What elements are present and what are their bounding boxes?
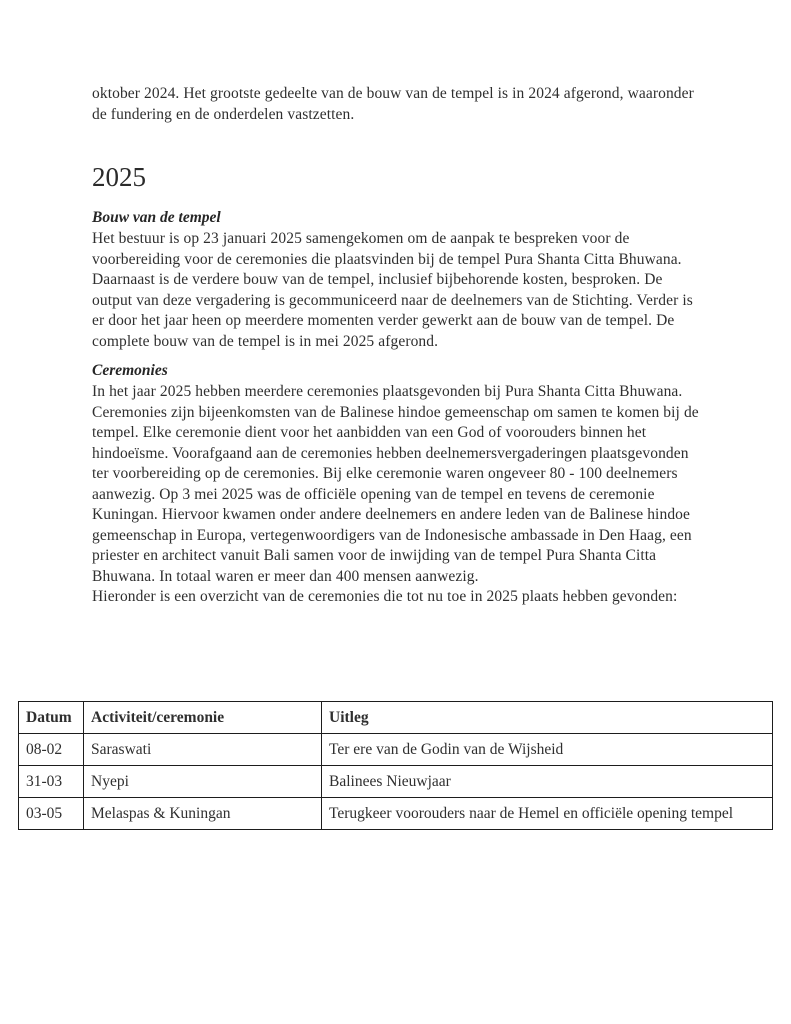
table-row [19, 766, 773, 798]
overview-note: Hieronder is een overzicht van de ceremonies die tot nu toe in 2025 plaats hebben gevonden: [92, 588, 678, 605]
table-cell-uitleg: Ter ere van de Godin van de Wijsheid [322, 734, 773, 766]
section-body-ceremonies: In het jaar 2025 hebben meerdere ceremonies plaatsgevonden bij Pura Shanta Citta Bhuwana. Ceremonies zijn bijeenkomsten van de Balinese hindoe gemeenschap om samen te komen bij de tempel. Elke ceremonie dient voor het aanbidden van een God of voorouders binnen het hindoeïsme. Voorafgaand aan de ceremonies hebben deelnemersvergaderingen plaatsgevonden ter voorbereiding op de ceremonies. Bij elke ceremonie waren ongeveer 80 - 100 deelnemers aanwezig. Op 3 mei 2025 was de officiële opening van de tempel en tevens de ceremonie Kuningan. Hiervoor kwamen onder andere deelnemers en andere leden van de Balinese hindoe gemeenschap in Europa, vertegenwoordigers van de Indonesische ambassade in Den Haag, een priester en architect vanuit Bali samen voor de inwijding van de tempel Pura Shanta Citta Bhuwana. In totaal waren er meer dan 400 mensen aanwezig. [92, 383, 699, 585]
table-row [19, 798, 773, 830]
table-cell-datum: 03-05 [19, 798, 84, 830]
section-bouw-van-de-tempel [92, 207, 706, 352]
year-heading: 2025 [92, 162, 146, 192]
table-row [19, 734, 773, 766]
text-column [92, 84, 706, 616]
table-cell-activiteit: Nyepi [84, 766, 322, 798]
table-cell-uitleg: Terugkeer voorouders naar de Hemel en officiële opening tempel [322, 798, 773, 830]
section-heading-ceremonies: Ceremonies [92, 362, 168, 379]
table-header-datum: Datum [19, 702, 84, 734]
section-heading-bouw: Bouw van de tempel [92, 209, 221, 226]
table-header-row [19, 702, 773, 734]
table-cell-uitleg: Balinees Nieuwjaar [322, 766, 773, 798]
intro-paragraph: oktober 2024. Het grootste gedeelte van de bouw van de tempel is in 2024 afgerond, waaronder de fundering en de onderdelen vastzetten. [92, 85, 694, 123]
table-header-uitleg: Uitleg [322, 702, 773, 734]
ceremonies-table [18, 701, 773, 830]
table-cell-datum: 31-03 [19, 766, 84, 798]
table-cell-datum: 08-02 [19, 734, 84, 766]
table-cell-activiteit: Melaspas & Kuningan [84, 798, 322, 830]
section-body-bouw: Het bestuur is op 23 januari 2025 samengekomen om de aanpak te bespreken voor de voorbereiding voor de ceremonies die plaatsvinden bij de tempel Pura Shanta Citta Bhuwana. Daarnaast is de verdere bouw van de tempel, inclusief bijbehorende kosten, besproken. De output van deze vergadering is gecommuniceerd naar de deelnemers van de Stichting. Verder is er door het jaar heen op meerdere momenten verder gewerkt aan de bouw van de tempel. De complete bouw van de tempel is in mei 2025 afgerond. [92, 230, 693, 350]
section-ceremonies [92, 360, 706, 608]
table-cell-activiteit: Saraswati [84, 734, 322, 766]
table-header-activiteit: Activiteit/ceremonie [84, 702, 322, 734]
